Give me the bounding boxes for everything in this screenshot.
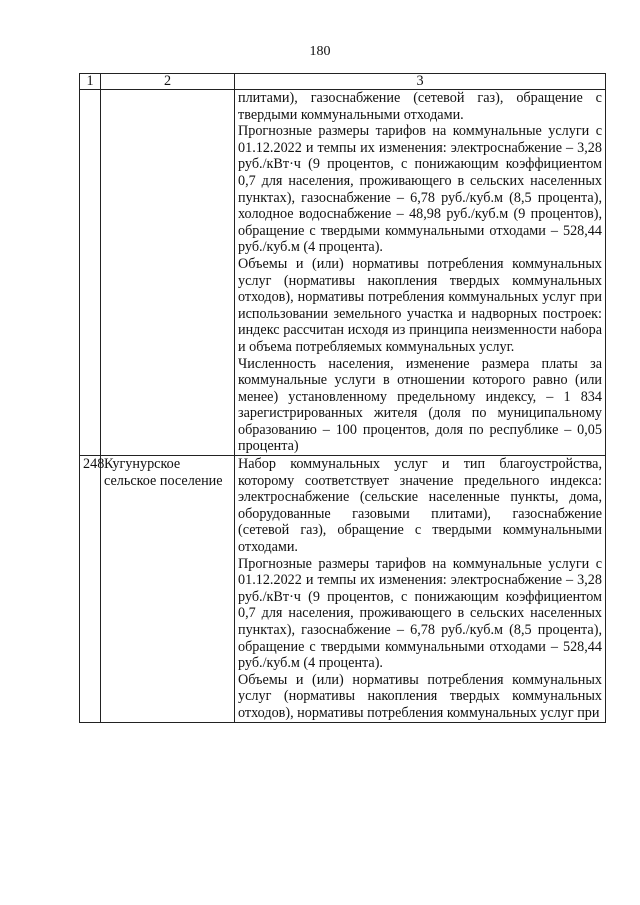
paragraph: плитами), газоснабжение (сетевой газ), обращение с твердыми коммунальными отходами.	[238, 90, 602, 123]
settlement-name	[101, 90, 235, 456]
paragraph: Прогнозные размеры тарифов на коммунальные услуги с 01.12.2022 и темпы их изменения: электроснабжение – 3,28 руб./кВт·ч (9 процентов, с понижающим коэффициентом 0,7 для населения, проживающего в сельских населенных пунктах), газоснабжение – 6,78 руб./куб.м (8,5 процента), холодное водоснабжение – 48,98 руб./куб.м (9 процентов), обращение с твердыми коммунальными отходами – 528,44 руб./куб.м (4 процента).	[238, 123, 602, 256]
paragraph: Объемы и (или) нормативы потребления коммунальных услуг (нормативы накопления твердых коммунальных отходов), нормативы потребления коммунальных услуг при использовании земельного участка и надворных построек: индекс рассчитан исходя из принципа неизменности набора и объема потребляемых коммунальных услуг.	[238, 255, 602, 355]
row-number: 248	[80, 456, 101, 723]
header-col-2: 2	[101, 74, 235, 90]
paragraph: Прогнозные размеры тарифов на коммунальные услуги с 01.12.2022 и темпы их изменения: электроснабжение – 3,28 руб./кВт·ч (9 процентов, с понижающим коэффициентом 0,7 для населения, проживающего в сельских населенных пунктах), газоснабжение – 6,78 руб./куб.м (8,5 процента), обращение с твердыми коммунальными отходами – 528,44 руб./куб.м (4 процента).	[238, 555, 602, 672]
row-description	[235, 456, 606, 723]
table-row	[80, 456, 606, 723]
header-col-3: 3	[235, 74, 606, 90]
settlement-name: Кугунурское сельское поселение	[101, 456, 235, 723]
paragraph: Объемы и (или) нормативы потребления коммунальных услуг (нормативы накопления твердых коммунальных отходов), нормативы потребления коммунальных услуг при	[238, 671, 602, 721]
paragraph: Численность населения, изменение размера платы за коммунальные услуги в отношении которого равно (или менее) установленному предельному индексу, – 1 834 зарегистрированных жителя (доля по муниципальному образованию – 100 процентов, доля по республике – 0,05 процента)	[238, 355, 602, 455]
row-number	[80, 90, 101, 456]
page-number: 180	[309, 44, 331, 59]
header-col-1: 1	[80, 74, 101, 90]
paragraph: Набор коммунальных услуг и тип благоустройства, которому соответствует значение предельного индекса: электроснабжение (сельские населенные пункты, дома, оборудованные газовыми плитами), газоснабжение (сетевой газ), обращение с твердыми коммунальными отходами.	[238, 456, 602, 556]
table-header-row	[80, 74, 606, 90]
row-description	[235, 90, 606, 456]
table-row	[80, 90, 606, 456]
tariff-table	[79, 73, 606, 723]
